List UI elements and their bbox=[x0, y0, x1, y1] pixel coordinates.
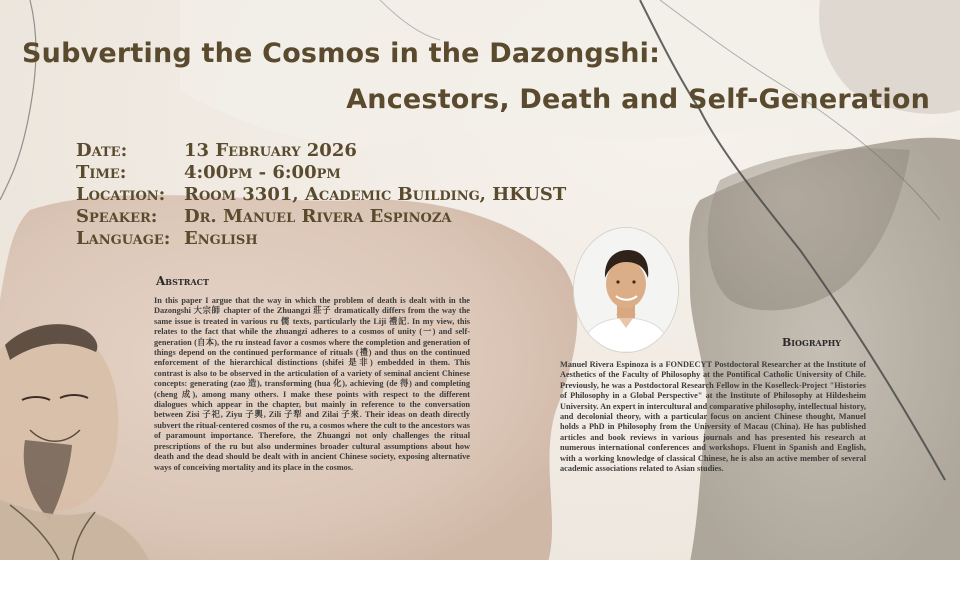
speaker-value: Dr. Manuel Rivera Espinoza bbox=[184, 206, 452, 227]
time-label: Time: bbox=[76, 162, 127, 183]
poster-title-line1: Subverting the Cosmos in the Dazongshi: bbox=[22, 38, 661, 69]
speaker-photo-graphic bbox=[574, 228, 678, 352]
ink-stroke-3 bbox=[0, 0, 36, 200]
language-row bbox=[76, 228, 566, 250]
date-label: Date: bbox=[76, 140, 128, 161]
time-value: 4:00pm - 6:00pm bbox=[184, 162, 341, 183]
location-label: Location: bbox=[76, 184, 166, 205]
bottom-margin-band bbox=[0, 560, 960, 600]
abstract-text: In this paper I argue that the way in which the problem of death is dealt with in the Dazongshi 大宗師 chapter of the Zhuangzi 莊子 dramatically differs from the way the same issue is treated in various ru 儒 texts, particularly the Liji 禮記. In my view, this relates to the fact that while the zhuangzi adheres to a cosmos of unity (一) and self-generation (自本), the ru instead favor a cosmos where the completion and generation of things depend on the continued performance of rituals (禮) and thus on the continued enforcement of the hierarchical distinctions (shifei 是非) embedded in them. This contrast is also to be observed in the articulation of a variety of seminal ancient Chinese concepts: generating (zao 造), transforming (hua 化), achieving (de 得) and completing (cheng 成), among many others. I make these points with respect to the different dialogues which appear in the chapter, but mainly in reference to the conversation between Zisi 子祀, Ziyu 子輿, Zili 子犁 and Zilai 子來. Their ideas on death directly subvert the ritual-centered cosmos of the ru, a cosmos where the cult to the ancestors was of paramount importance. Therefore, the Zhuangzi not only challenges the ritual prescriptions of the ru but also undermines broader cultural assumptions about how death and the dead should be dealt with in ancient Chinese society, exposing alternative ways of conceiving mortality and its place in the cosmos. bbox=[154, 296, 470, 472]
speaker-photo bbox=[574, 228, 678, 352]
language-label: Language: bbox=[76, 228, 171, 249]
location-row bbox=[76, 184, 566, 206]
time-row bbox=[76, 162, 566, 184]
poster-title-line2: Ancestors, Death and Self-Generation bbox=[346, 84, 930, 115]
speaker-row bbox=[76, 206, 566, 228]
biography-heading: Biography bbox=[782, 336, 841, 349]
event-details bbox=[76, 140, 566, 250]
date-row bbox=[76, 140, 566, 162]
abstract-heading: Abstract bbox=[156, 274, 209, 288]
speaker-label: Speaker: bbox=[76, 206, 158, 227]
biography-text: Manuel Rivera Espinoza is a FONDECYT Postdoctoral Researcher at the Institute of Aesthetics of the Faculty of Philosophy at the Pontifical Catholic University of Chile. Previously, he was a Postdoctoral Research Fellow in the Koselleck-Project "Histories of Philosophy in a Global Perspective" at the Institute of Philosophy at Hildesheim University. An expert in intercultural and comparative philosophy, intellectual history, and decolonial theory, with a particular focus on ancient Chinese thought, Manuel holds a PhD in Philosophy from the University of Macau (China). He has published articles and book reviews in various journals and has presented his research at numerous international conferences and workshops. Fluent in Spanish and English, with a working knowledge of classical Chinese, he is also an active member of several academic associations related to Asian studies. bbox=[560, 360, 866, 474]
language-value: English bbox=[184, 228, 258, 249]
location-value: Room 3301, Academic Building, HKUST bbox=[184, 184, 567, 205]
date-value: 13 February 2026 bbox=[184, 140, 357, 161]
